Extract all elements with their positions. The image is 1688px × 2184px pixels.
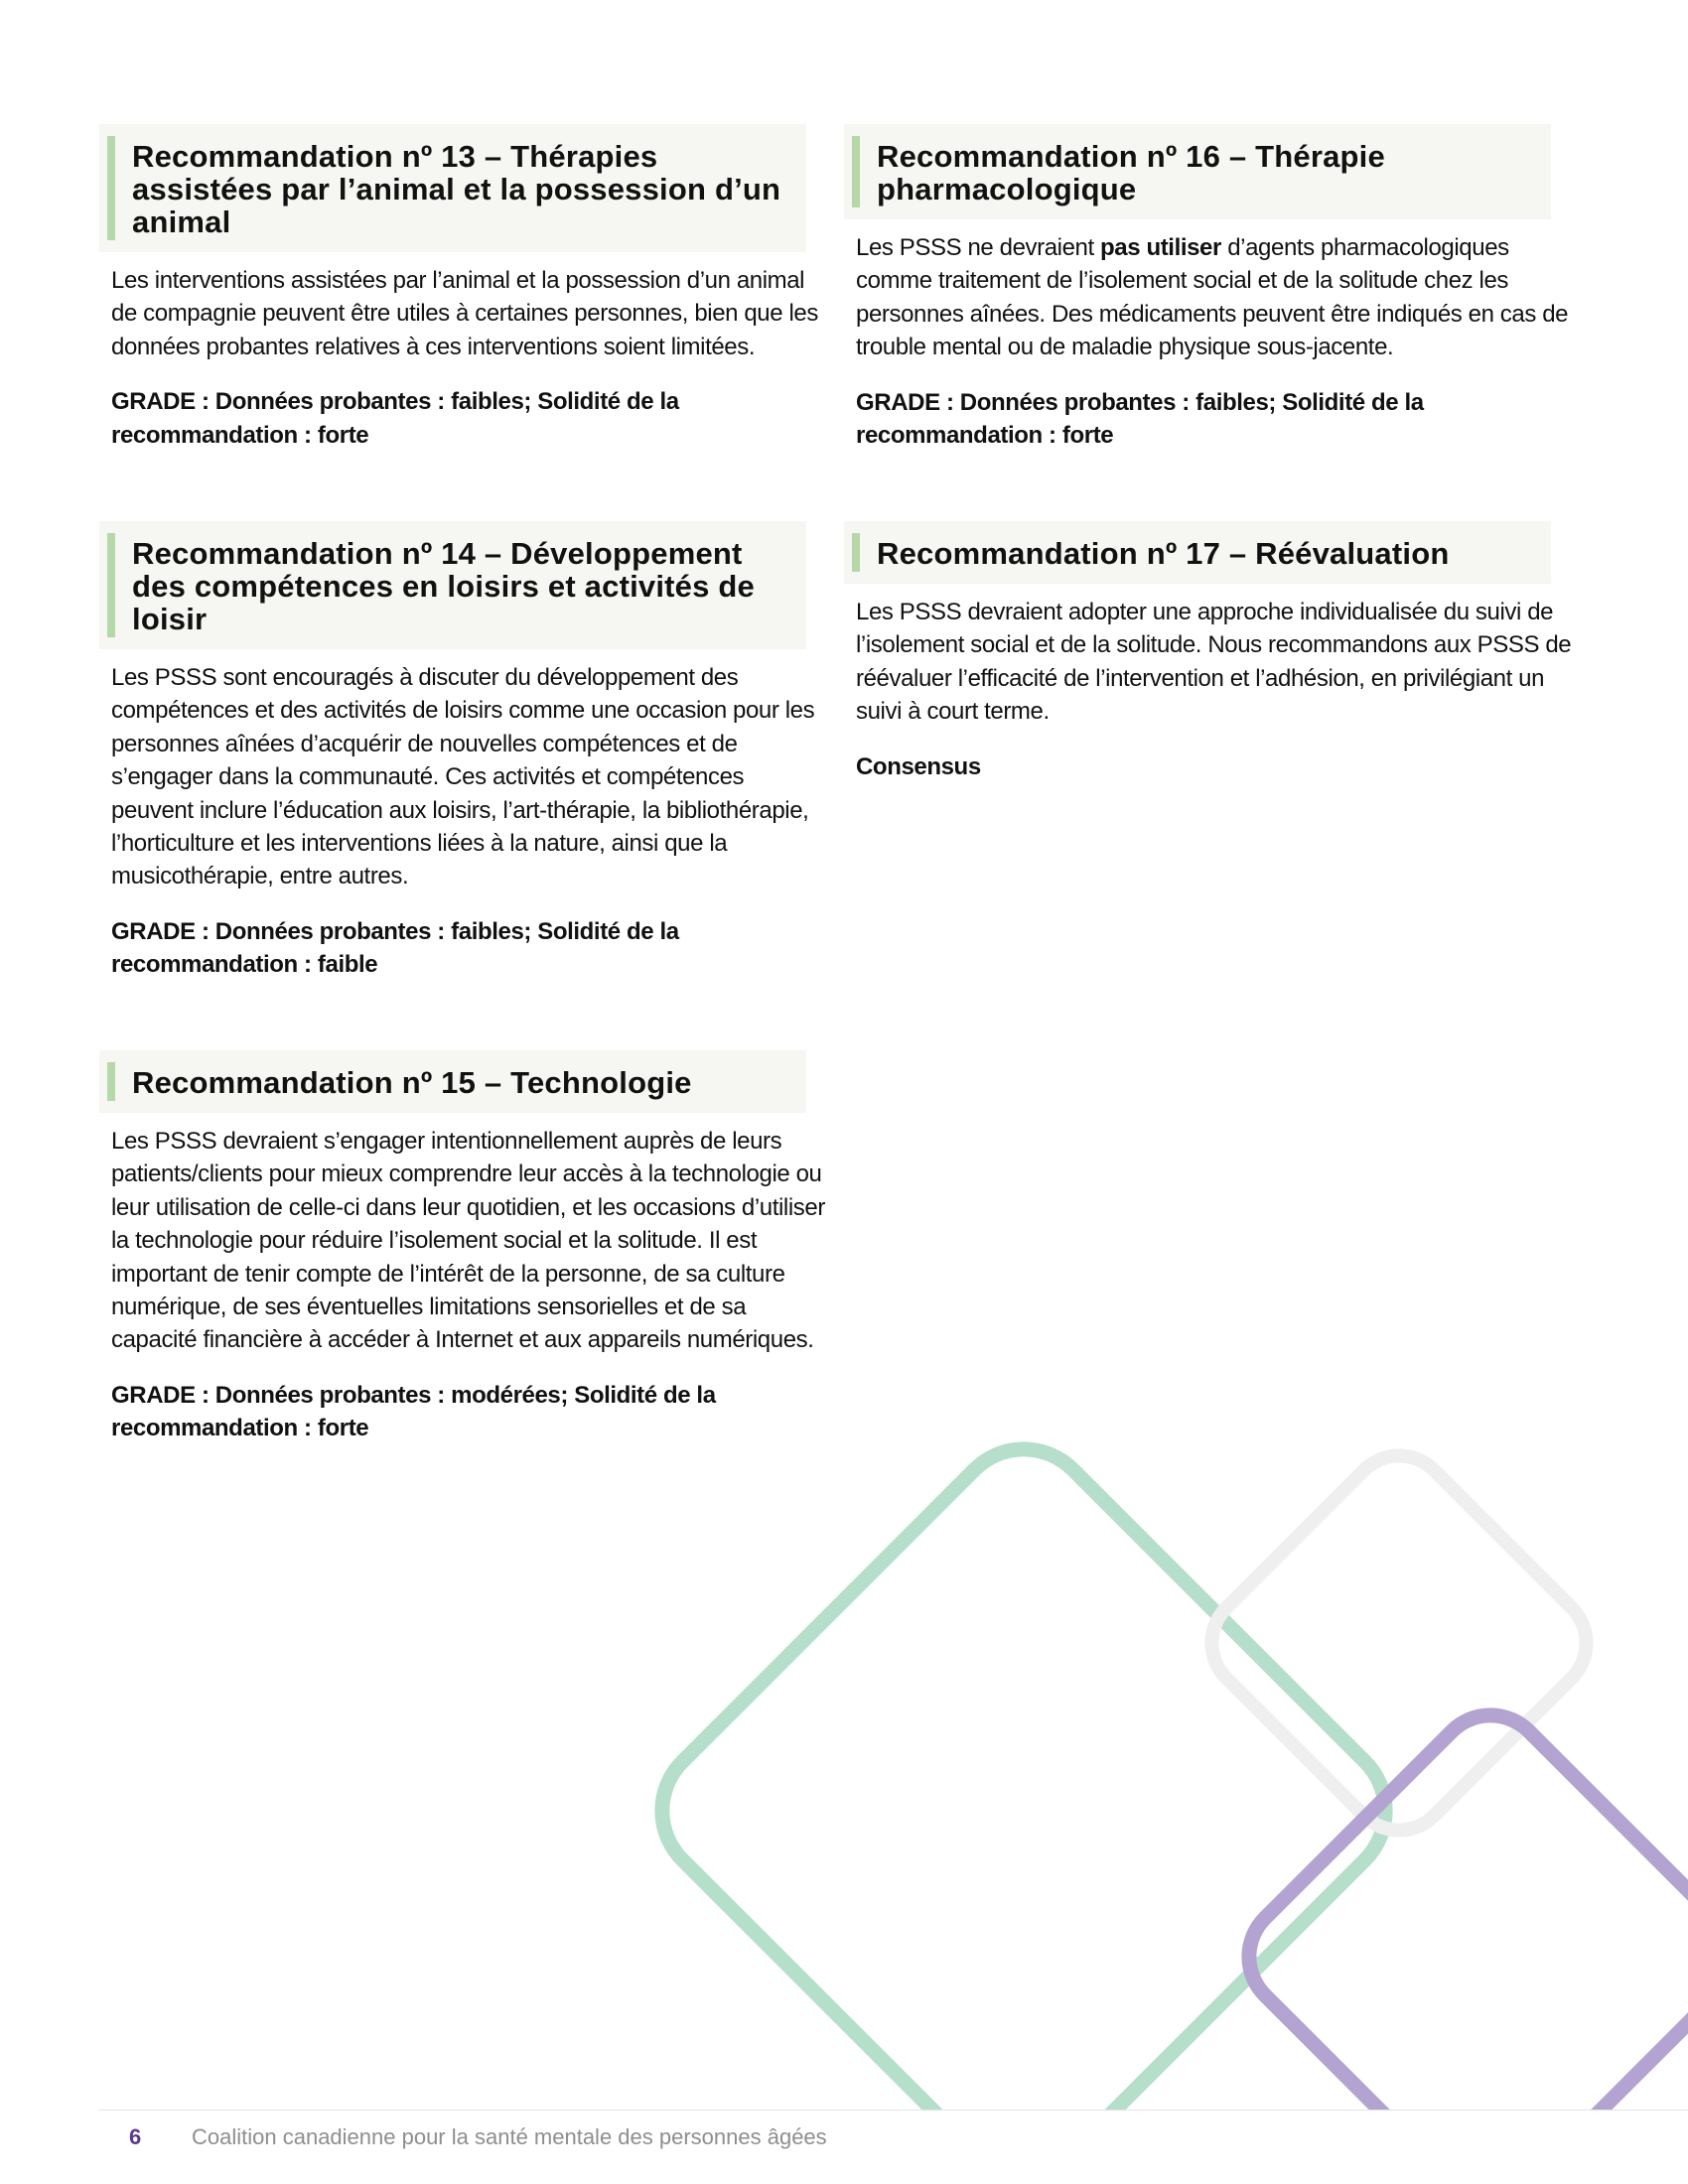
green-diamond	[633, 1421, 1414, 2110]
recommendation-header	[99, 124, 806, 252]
recommendation-title: Recommandation nº 15 – Technologie	[132, 1065, 692, 1100]
body-text: Les PSSS ne devraient	[856, 234, 1101, 261]
recommendation-body	[856, 231, 1573, 364]
recommendation-title: Recommandation nº 13 – Thérapies assistées par l’animal et la possession d’un animal	[132, 139, 781, 239]
recommendation-title: Recommandation nº 14 – Développement des compétences en loisirs et activités de loisir	[132, 536, 755, 636]
recommendation-header	[844, 521, 1551, 584]
recommendation-16	[844, 124, 1569, 452]
recommendation-body: Les PSSS sont encouragés à discuter du développement des compétences et des activités de loisirs comme une occasion pour les personnes aînées d’acquérir de nouvelles compétences et de s’engager dans la communauté. Ces activités et compétences peuvent inclure l’éducation aux loisirs, l’art-thérapie, la bibliothérapie, l’horticulture et les interventions liées à la nature, ainsi que la musicothérapie, entre autres.	[111, 664, 815, 890]
recommendation-header	[844, 124, 1551, 219]
recommendation-body: Les PSSS devraient s’engager intentionnellement auprès de leurs patients/clients pour mieux comprendre leur accès à la technologie ou leur utilisation de celle-ci dans leur quotidien, et les occasions d’utiliser la technologie pour réduire l’isolement social et la solitude. Il est important de tenir compte de l’intérêt de la personne, de sa culture numérique, de ses éventuelles limitations sensorielles et de sa capacité financière à accéder à Internet et aux appareils numériques.	[111, 1128, 825, 1354]
recommendation-13	[99, 124, 818, 452]
accent-bar	[852, 533, 860, 572]
footer-divider	[99, 2110, 1688, 2111]
accent-bar	[852, 136, 860, 207]
recommendation-grade: GRADE : Données probantes : faibles; Solidité de la recommandation : faible	[111, 917, 679, 979]
recommendation-header	[99, 521, 806, 649]
body-emphasis: pas utiliser	[1100, 234, 1221, 261]
recommendation-grade: Consensus	[856, 752, 981, 780]
recommendation-grade: GRADE : Données probantes : faibles; Solidité de la recommandation : forte	[111, 388, 679, 449]
recommendation-body: Les PSSS devraient adopter une approche individualisée du suivi de l’isolement social et de la solitude. Nous recommandons aux PSSS de réévaluer l’efficacité de l’intervention et l’adhésion, en privilégiant un suivi à court terme.	[856, 599, 1572, 726]
recommendation-body: Les interventions assistées par l’animal et la possession d’un animal de compagnie peuvent être utiles à certaines personnes, bien que les données probantes relatives à ces interventions soient limitées.	[111, 267, 818, 360]
body-text: d’agents pharmacologiques comme traitement de l’isolement social et de la solitude chez les personnes aînées. Des médicaments peuvent être indiqués en cas de trouble mental ou de maladie physique sous-jacente.	[856, 234, 1569, 361]
recommendation-grade: GRADE : Données probantes : modérées; Solidité de la recommandation : forte	[111, 1381, 716, 1442]
accent-bar	[107, 533, 115, 637]
recommendation-header	[99, 1050, 806, 1113]
recommendation-title: Recommandation nº 17 – Réévaluation	[877, 536, 1450, 571]
footer-organization: Coalition canadienne pour la santé mentale des personnes âgées	[192, 2124, 827, 2149]
recommendation-grade: GRADE : Données probantes : faibles; Solidité de la recommandation : forte	[856, 388, 1424, 450]
recommendation-14	[99, 521, 815, 982]
recommendation-title: Recommandation nº 16 – Thérapie pharmacologique	[877, 139, 1385, 206]
accent-bar	[107, 1062, 115, 1101]
recommendation-15	[99, 1050, 825, 1445]
page-number: 6	[129, 2124, 142, 2149]
recommendation-17	[844, 521, 1572, 783]
accent-bar	[107, 136, 115, 240]
